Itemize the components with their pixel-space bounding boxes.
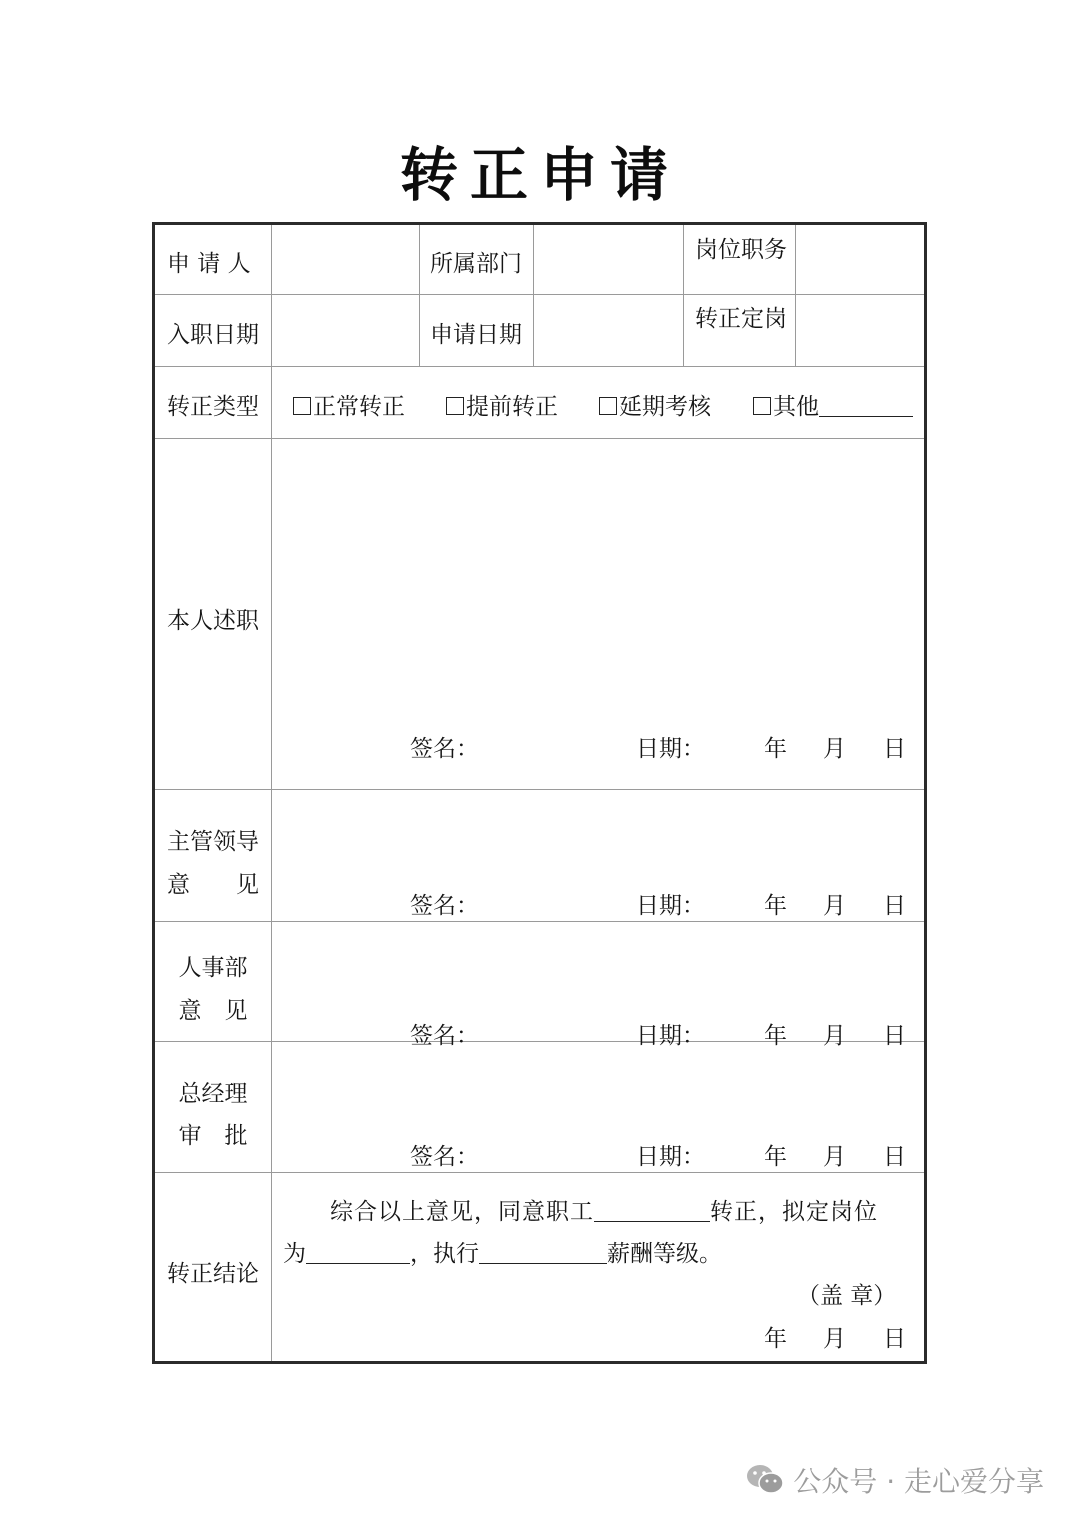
month-label: 月 <box>823 736 846 762</box>
self-review-field[interactable] <box>272 439 924 719</box>
day-label: 日 <box>883 893 906 919</box>
conclusion-text: 转正，拟定岗位 <box>710 1199 878 1225</box>
sign-label: 签名： <box>410 736 479 762</box>
sign-label: 签名： <box>410 893 479 919</box>
gm-label-line2: 审 批 <box>178 1123 248 1149</box>
wechat-icon <box>745 1463 785 1502</box>
gm-approval-field[interactable] <box>272 1042 924 1132</box>
column-divider <box>683 225 684 366</box>
conclusion-label: 转正结论 <box>167 1261 259 1287</box>
post-blank[interactable] <box>306 1241 410 1264</box>
type-option-extended[interactable] <box>599 388 711 421</box>
self-review-label: 本人述职 <box>167 608 259 634</box>
month-label: 月 <box>823 1326 846 1352</box>
date-label: 日期： <box>636 1023 705 1049</box>
applicant-label: 申 请 人 <box>167 251 251 277</box>
conclusion-line1 <box>330 1193 878 1226</box>
department-field[interactable] <box>534 225 683 294</box>
department-label: 所属部门 <box>430 251 522 277</box>
year-label: 年 <box>764 1023 787 1049</box>
gm-label-line1: 总经理 <box>178 1081 248 1107</box>
type-label: 转正类型 <box>167 394 259 420</box>
salary-level-blank[interactable] <box>479 1241 607 1264</box>
employee-name-blank[interactable] <box>594 1199 710 1222</box>
apply-date-field[interactable] <box>534 295 683 366</box>
position-label-text: 岗位职务 <box>695 237 787 263</box>
fixed-post-label-text: 转正定岗 <box>695 306 787 332</box>
conclusion-text: 为 <box>283 1241 306 1267</box>
checkbox-icon[interactable] <box>446 397 464 415</box>
sign-label: 签名： <box>410 1144 479 1170</box>
year-label: 年 <box>764 893 787 919</box>
year-label: 年 <box>764 736 787 762</box>
applicant-field[interactable] <box>272 225 419 294</box>
year-label: 年 <box>764 1326 787 1352</box>
checkbox-icon[interactable] <box>599 397 617 415</box>
conclusion-text: 薪酬等级。 <box>607 1241 722 1267</box>
day-label: 日 <box>883 736 906 762</box>
type-option-early[interactable] <box>446 388 558 421</box>
page-title: 转正申请 <box>399 141 680 209</box>
type-option-label: 正常转正 <box>313 394 405 420</box>
position-field[interactable] <box>796 225 924 294</box>
entry-date-label: 入职日期 <box>167 322 259 348</box>
month-label: 月 <box>823 1144 846 1170</box>
supervisor-opinion-field[interactable] <box>272 790 924 870</box>
fixed-post-label <box>695 298 787 366</box>
day-label: 日 <box>883 1326 906 1352</box>
date-label: 日期： <box>636 1144 705 1170</box>
supervisor-label-line2: 意 见 <box>167 872 259 898</box>
seal-label: （盖 章） <box>797 1283 897 1309</box>
sign-label: 签名： <box>410 1023 479 1049</box>
conclusion-text: 综合以上意见，同意职工 <box>330 1199 594 1225</box>
type-option-label: 其他 <box>773 394 819 420</box>
watermark-text: 公众号 · 走心爱分享 <box>793 1465 1044 1498</box>
column-divider <box>419 225 420 366</box>
year-label: 年 <box>764 1144 787 1170</box>
day-label: 日 <box>883 1023 906 1049</box>
application-form-table <box>152 222 927 1364</box>
hr-label-line2: 意 见 <box>178 998 248 1024</box>
watermark <box>745 1460 1044 1502</box>
checkbox-icon[interactable] <box>753 397 771 415</box>
apply-date-label: 申请日期 <box>430 322 522 348</box>
date-label: 日期： <box>636 893 705 919</box>
type-option-normal[interactable] <box>293 388 405 421</box>
conclusion-line2 <box>283 1235 722 1268</box>
day-label: 日 <box>883 1144 906 1170</box>
other-blank-line[interactable] <box>819 394 913 417</box>
type-option-other[interactable] <box>753 388 913 421</box>
month-label: 月 <box>823 893 846 919</box>
checkbox-icon[interactable] <box>293 397 311 415</box>
hr-opinion-field[interactable] <box>272 922 924 1002</box>
fixed-post-field[interactable] <box>796 295 924 366</box>
entry-date-field[interactable] <box>272 295 419 366</box>
date-label: 日期： <box>636 736 705 762</box>
type-option-label: 延期考核 <box>619 394 711 420</box>
month-label: 月 <box>823 1023 846 1049</box>
supervisor-label-line1: 主管领导 <box>167 829 259 855</box>
position-label <box>695 229 787 283</box>
hr-label-line1: 人事部 <box>178 955 248 981</box>
type-option-label: 提前转正 <box>466 394 558 420</box>
conclusion-text: ，执行 <box>410 1241 479 1267</box>
